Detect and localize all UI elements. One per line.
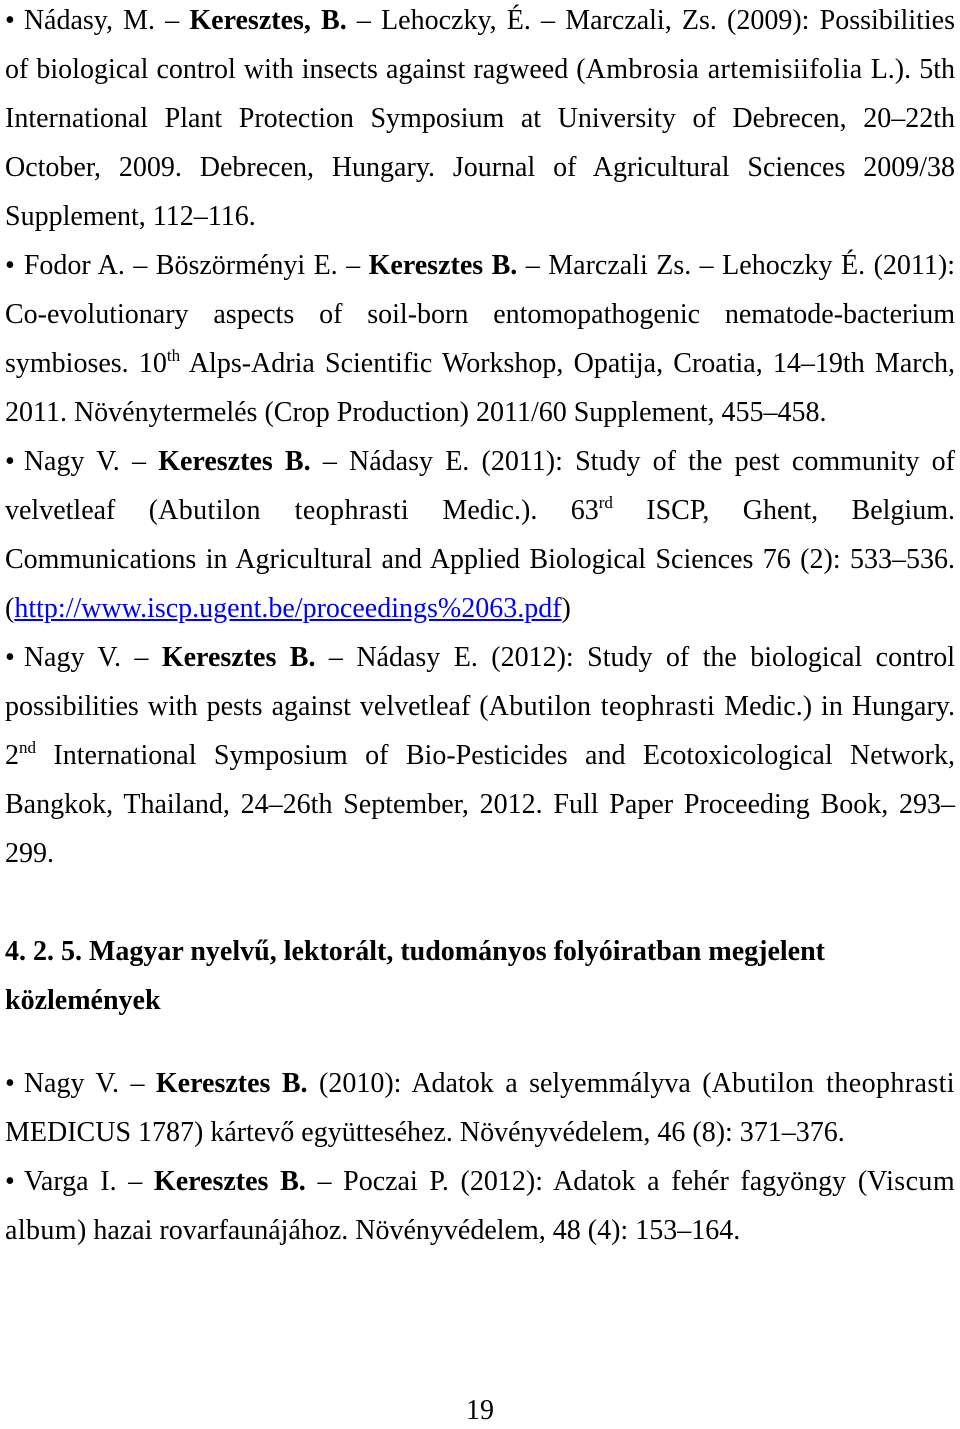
reference-text: Alps-Adria Scientific Workshop, Opatija, Croatia, 14–19th March, <box>180 348 955 379</box>
reference-line <box>5 196 955 245</box>
reference-text: Bangkok, Thailand, 24–26th September, 2012. Full Paper Proceeding Book, 293– <box>5 789 955 820</box>
author-highlight: Keresztes B. <box>161 642 316 673</box>
reference-text: Nagy V. – <box>23 446 159 477</box>
page-number: 19 <box>466 1395 494 1426</box>
list-bullet-icon: • <box>5 1068 15 1099</box>
hungarian-publications-list <box>5 1063 955 1259</box>
reference-text: – Nádasy E. (2012): Study of the biological control <box>315 642 955 673</box>
reference-text: Nagy V. – <box>23 642 162 673</box>
taxon-name: Abutilon teophrasti <box>488 691 716 722</box>
list-bullet-icon: • <box>5 1166 15 1197</box>
list-bullet-icon: • <box>5 250 15 281</box>
reference-text: Nagy V. – <box>23 1068 156 1099</box>
reference-entry <box>5 441 955 637</box>
list-bullet-icon: • <box>5 446 15 477</box>
author-highlight: Keresztes B. <box>153 1166 306 1197</box>
reference-text: International Symposium of Bio-Pesticides and Ecotoxicological Network, <box>36 740 955 771</box>
reference-text: 299. <box>5 838 54 869</box>
list-bullet-icon: • <box>5 5 15 36</box>
ordinal-suffix: th <box>166 346 181 365</box>
author-highlight: Keresztes B. <box>155 1068 308 1099</box>
reference-text: ISCP, Ghent, Belgium. <box>612 495 955 526</box>
list-bullet-icon: • <box>5 642 15 673</box>
reference-text: Varga I. – <box>23 1166 154 1197</box>
reference-text: – Lehoczky, É. – Marczali, Zs. (2009): Possibilities <box>346 5 955 36</box>
reference-line <box>5 539 955 588</box>
reference-line <box>5 392 955 441</box>
reference-line <box>5 784 955 833</box>
reference-text: velvetleaf ( <box>5 495 159 526</box>
reference-text: L.). 5th <box>862 54 955 85</box>
section-title: Magyar nyelvű, lektorált, tudományos folyóiratban megjelent <box>89 936 825 967</box>
reference-text: Fodor A. – Böszörményi E. – <box>23 250 369 281</box>
reference-line <box>5 735 955 784</box>
reference-text: Supplement, 112–116. <box>5 201 256 232</box>
section-heading-line <box>5 931 955 980</box>
reference-line <box>5 441 955 490</box>
reference-line <box>5 343 955 392</box>
reference-line <box>5 490 955 539</box>
reference-text: symbioses. 10 <box>5 348 167 379</box>
reference-text: Nádasy, M. – <box>23 5 190 36</box>
taxon-name: Viscum <box>867 1166 955 1197</box>
reference-line <box>5 0 955 49</box>
reference-entry <box>5 1161 955 1259</box>
reference-text: Co-evolutionary aspects of soil-born entomopathogenic nematode-bacterium <box>5 299 955 330</box>
reference-text: – Marczali Zs. – Lehoczky É. (2011): <box>517 250 955 281</box>
reference-text: Medic.). 63 <box>409 495 599 526</box>
ordinal-suffix: rd <box>598 493 613 512</box>
reference-line <box>5 1161 955 1210</box>
reference-line <box>5 98 955 147</box>
reference-text: International Plant Protection Symposium at University of Debrecen, 20–22th <box>5 103 955 134</box>
reference-text: (2010): Adatok a selyemmályva ( <box>307 1068 712 1099</box>
reference-entry <box>5 1063 955 1161</box>
reference-text: MEDICUS 1787) kártevő együtteséhez. Növényvédelem, 46 (8): 371–376. <box>5 1117 845 1148</box>
author-highlight: Keresztes B. <box>158 446 311 477</box>
reference-line <box>5 588 955 637</box>
reference-line <box>5 147 955 196</box>
section-heading <box>5 931 955 1029</box>
reference-text: ) <box>561 593 571 624</box>
reference-text: ( <box>5 593 15 624</box>
reference-line <box>5 833 955 882</box>
reference-entry <box>5 0 955 245</box>
section-title: közlemények <box>5 985 161 1016</box>
english-publications-list <box>5 0 955 882</box>
reference-text: October, 2009. Debrecen, Hungary. Journal of Agricultural Sciences 2009/38 <box>5 152 955 183</box>
page-body <box>5 0 955 1259</box>
reference-text: 2011. Növénytermelés (Crop Production) 2011/60 Supplement, 455–458. <box>5 397 827 428</box>
taxon-name: Abutilon teophrasti <box>158 495 410 526</box>
reference-line <box>5 245 955 294</box>
reference-text: ) hazai rovarfaunájához. Növényvédelem, 48 (4): 153–164. <box>77 1215 741 1246</box>
reference-text: of biological control with insects against ragweed ( <box>5 54 586 85</box>
reference-line <box>5 637 955 686</box>
taxon-name: Ambrosia artemisiifolia <box>585 54 863 85</box>
author-highlight: Keresztes B. <box>368 250 518 281</box>
reference-text: possibilities with pests against velvetleaf ( <box>5 691 489 722</box>
author-highlight: Keresztes, B. <box>189 5 347 36</box>
reference-line <box>5 1210 955 1259</box>
reference-entry <box>5 637 955 882</box>
reference-entry <box>5 245 955 441</box>
section-heading-line <box>5 980 955 1029</box>
reference-line <box>5 294 955 343</box>
ordinal-suffix: nd <box>19 738 36 757</box>
reference-text: 2 <box>5 740 19 771</box>
reference-text: – Nádasy E. (2011): Study of the pest community of <box>310 446 955 477</box>
section-number: 4. 2. 5. <box>5 936 82 967</box>
taxon-name: album <box>5 1215 77 1246</box>
taxon-name: Abutilon theophrasti <box>711 1068 955 1099</box>
reference-text: – Poczai P. (2012): Adatok a fehér fagyöngy ( <box>305 1166 868 1197</box>
reference-line <box>5 1112 955 1161</box>
reference-line <box>5 49 955 98</box>
reference-link[interactable]: http://www.iscp.ugent.be/proceedings%2063.pdf <box>14 593 562 624</box>
reference-text: Medic.) in Hungary. <box>715 691 955 722</box>
reference-text: Communications in Agricultural and Applied Biological Sciences 76 (2): 533–536. <box>5 544 955 575</box>
reference-line <box>5 686 955 735</box>
reference-line <box>5 1063 955 1112</box>
